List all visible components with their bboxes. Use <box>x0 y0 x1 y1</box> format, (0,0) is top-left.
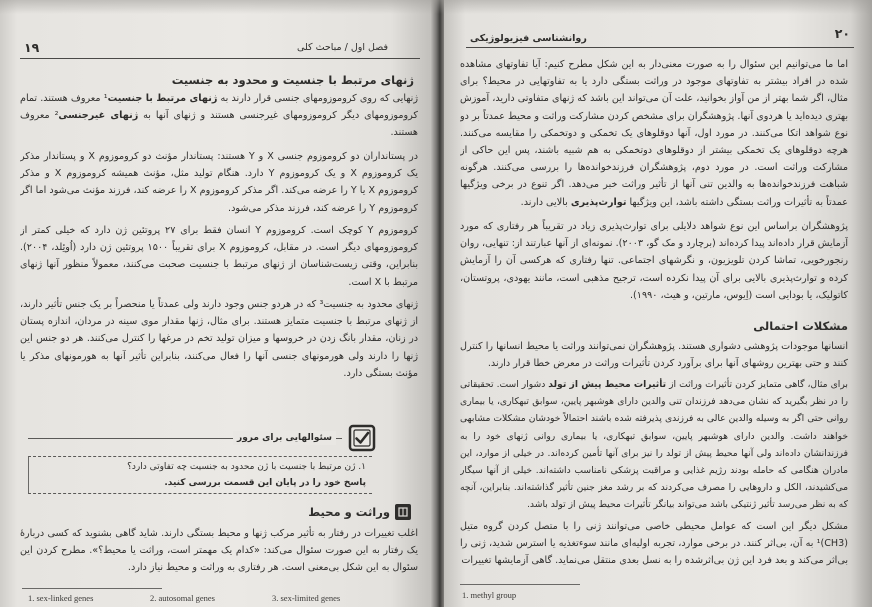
bold-term: توارث‌پذیری <box>570 196 627 208</box>
paragraph <box>460 56 848 214</box>
subsection-heading <box>308 503 412 521</box>
left-page <box>0 0 434 607</box>
bold-term: تأثیرات محیط پیش از تولد <box>548 379 667 390</box>
review-box-body <box>28 456 372 494</box>
text-run: ² معروف هستند. <box>20 110 418 139</box>
running-head: فصل اول / مباحث کلی <box>296 42 388 53</box>
review-instruction: پاسخ خود را در پایان این قسمت بررسی کنید. <box>164 478 366 488</box>
page-number: ۱۹ <box>24 40 40 55</box>
footnote: 3. sex-limited genes <box>272 593 341 603</box>
bold-term: ژنهای غیرجنسی <box>58 110 139 122</box>
text-run: برای مثال، گاهی متمایز کردن تأثیرات وراثت از <box>666 379 848 390</box>
paragraph <box>20 148 418 220</box>
paragraph <box>20 296 418 386</box>
paragraph <box>460 376 848 516</box>
text-run: پژوهشگران براساس این نوع شواهد دلایلی برای توارث‌پذیری زیاد در تقریباً هر رفتاری که مورد آزمایش قرار داده‌اند پیدا کرده‌اند (برچارد و مک گو، ۲۰۰۳). نمونه‌ای از آنها عبارتند از: تنهایی، روان رنجورخویی، تماشا کردن تلویزیون، و نگرشهای اجتماعی. تنها رفتاری که هرکسی آن را آزمایش کرده و توارث‌پذیری بالایی برای آن پیدا نکرده است، ترجیح مذهبی است، مانند یهودی، پروتستان، کاتولیک، یا بودایی است (اِیوس، مارتین، و هیث، ۱۹۹۰). <box>460 221 848 301</box>
footnote: 1. sex-linked genes <box>28 593 94 603</box>
footnote: 1. methyl group <box>462 590 517 600</box>
text-run: در پستانداران دو کروموزوم جنسی X و Y هستند: پستاندار مؤنث دو کروموزوم X و پستاندار مذکر یک کروموزوم X و یک کروموزوم Y دارد. هنگام تولید مثل، مؤنث همیشه کروموزوم X و مذکر کروموزوم X یا Y را عرضه می‌کند. اگر مذکر کروموزوم X را عرضه کند، فرزند مؤنث می‌شود اما اگر کروموزوم Y را عرضه کند، فرزند مذکر می‌شود. <box>20 151 418 214</box>
checkmark-icon <box>348 424 376 452</box>
header-rule <box>20 58 420 59</box>
footnote: 2. autosomal genes <box>150 593 215 603</box>
paragraph <box>460 218 848 306</box>
running-head: روانشناسی فیزیولوژیکی <box>470 33 587 44</box>
text-run: دشوار است. تحقیقاتی را در نظر بگیرید که نشان می‌دهد فرزندان تنی والدین دارای هوشبهر پایین، سوابق تبهکاری، یا بیماری روانی حتی اگر به وسیله والدین عالی به فرزندی پذیرفته شده باشند احتمالاً خودشان مشکلات مشابهی خواهند داشت. والدین دارای هوشبهر پایین، سوابق تبهکاری، یا بیماری روانی ژنهای خود را به فرزندانشان داده‌اند ولی آنها محیط پیش از تولد را نیز برای آنها تأمین کرده‌اند. در خیلی از موارد، این مادران هنگامی که حامله بودند رژیم غذایی و مراقبت پزشکی نامناسب داشته‌اند. خیلی از آنها سیگار می‌کشیدند، الکل و داروهایی را مصرف می‌کردند که بر رشد مغز جنین تأثیر گذاشته‌اند. بنابراین، آنچه که به نظر می‌رسد تأثیر ژنتیکی باشد می‌تواند بیانگر تأثیرات محیط پیش از تولد باشد. <box>460 379 848 511</box>
review-box <box>28 424 376 496</box>
header-rule <box>466 47 854 48</box>
paragraph <box>20 90 418 144</box>
text-run: انسانها موجودات پژوهشی دشواری هستند. پژوهشگران نمی‌توانند وراثت یا محیط انسانها را کنترل کنند و حتی بهترین روشهای آنها برای برآورد کردن تأثیرات وراثت در معرض خطا قرار دارند. <box>460 341 848 370</box>
text-run: کروموزوم Y کوچک است. کروموزوم Y انسان فقط برای ۲۷ پروتئین ژن دارد که خیلی کمتر از کروموزومهای دیگر است. در مقابل، کروموزوم X برای تقریباً ۱۵۰۰ پروتئین ژن دارد (اُوئِلد، ۲۰۰۴). بنابراین، وقتی زیست‌شناسان از ژنهای مرتبط با جنسیت صحبت می‌کنند، معمولاً منظور آنها ژنهای مرتبط با X است. <box>20 225 418 288</box>
text-run: ¹ معروف هستند. تمام کروموزومهای دیگر کروموزومهای غیرجنسی هستند و ژنهای آنها به <box>20 93 418 122</box>
paragraph <box>460 518 848 572</box>
text-run: ژنهای محدود به جنسیت³ که در هردو جنس وجود دارند ولی عمدتاً یا منحصراً بر یک جنس تأثیر دارند، از ژنهای مرتبط با جنسیت متمایز هستند. برای مثال، ژنها مقدار موی سینه در مردان، اندازه پستان در زنان، مقدار بانگ زدن در خروسها و میزان تولید تخم در مرغها را کنترل می‌کنند. هر دو جنس این ژنها را دارند ولی هورمونهای جنسی آنها را فعال می‌کنند، بنابراین تأثیر آنها به هورمونهای مذکر یا مؤنث بستگی دارد. <box>20 299 418 379</box>
footnote-rule <box>22 588 162 589</box>
section-heading: ژنهای مرتبط با جنسیت و محدود به جنسیت <box>171 73 414 87</box>
text-run: بالایی دارند. <box>520 196 571 208</box>
text-run: مشکل دیگر این است که عوامل محیطی خاصی می‌توانند ژنی را با متصل کردن گروه متیل (CH3)¹ به آن، بی‌اثر کنند. در برخی موارد، تجربه اولیه‌ای مانند سوءتغذیه یا استرس شدید، ژنی را بی‌اثر می‌کند و بعد فرد این ژن بی‌اثرشده را به نسل بعدی منتقل می‌نماید. گاهی آزمایشها تغییرات <box>460 521 848 567</box>
paragraph <box>460 338 848 374</box>
section-bullet-icon <box>394 503 412 521</box>
bold-term: ژنهای مرتبط با جنسیت <box>107 93 218 104</box>
paragraph <box>20 222 418 294</box>
scan-shading <box>0 0 872 14</box>
text-run: اما ما می‌توانیم این سئوال را به صورت معنی‌دار به این شکل مطرح کنیم: آیا تفاوتهای مشاهده شده در افراد بیشتر به تفاوتهای موجود در وراثت بستگی دارد یا به تفاوتهایی در محیط؟ برای مثال، اگر شما بهتر از من آواز بخوانید، علت آن می‌تواند این باشد که ژنهای متفاوتی دارید، آموزش بهتری دیده‌اید یا هردوی آنها. پژوهشگران برای مشخص کردن مشارکت وراثت و محیط عمدتاً بر دو نوع شواهد اتکا می‌کنند. در مورد اول، آنها دوقلوهای یک تخمکی و دوتخمکی را مقایسه می‌کنند. هرچه دوقلوهای یک تخمکی بیشتر از دوقلوهای دوتخمکی به هم شبیه باشند، پس این حاکی از مشارکت وراثت است. در مورد دوم، پژوهشگران فرزندخوانده‌ها را بررسی می‌کنند. هرگونه شباهت فرزندخوانده‌ها به والدین تنی آنها از تأثیر وراثت خبر می‌دهد. اگر تنوع در برخی ویژگیها عمدتاً به تأثیرات وراثت بستگی داشته باشد، این ویژگیها <box>460 59 848 208</box>
subsection-title: وراثت و محیط <box>308 505 390 519</box>
text-run: ژنهایی که روی کروموزومهای جنسی قرار دارند به <box>217 93 418 104</box>
review-box-title: سئوالهایی برای مرور <box>233 431 336 445</box>
section-heading: مشکلات احتمالی <box>753 319 848 333</box>
review-question: ۱. ژن مرتبط با جنسیت با ژن محدود به جنسیت چه تفاوتی دارد؟ <box>127 462 366 472</box>
text-run: اغلب تغییرات در رفتار به تأثیر مرکب ژنها و محیط بستگی دارند. شاید گاهی بشنوید که کسی دربارهٔ یک رفتار به این صورت سئوال می‌کند: «کدام یک مهمتر است، وراثت یا محیط؟». مطرح کردن این سئوال به این شکل بی‌معنی است. هر رفتاری به وراثت و محیط نیاز دارد. <box>20 528 418 574</box>
footnote-rule <box>460 584 580 585</box>
paragraph <box>20 525 418 581</box>
right-page <box>444 0 872 607</box>
page-number: ۲۰ <box>834 26 850 41</box>
